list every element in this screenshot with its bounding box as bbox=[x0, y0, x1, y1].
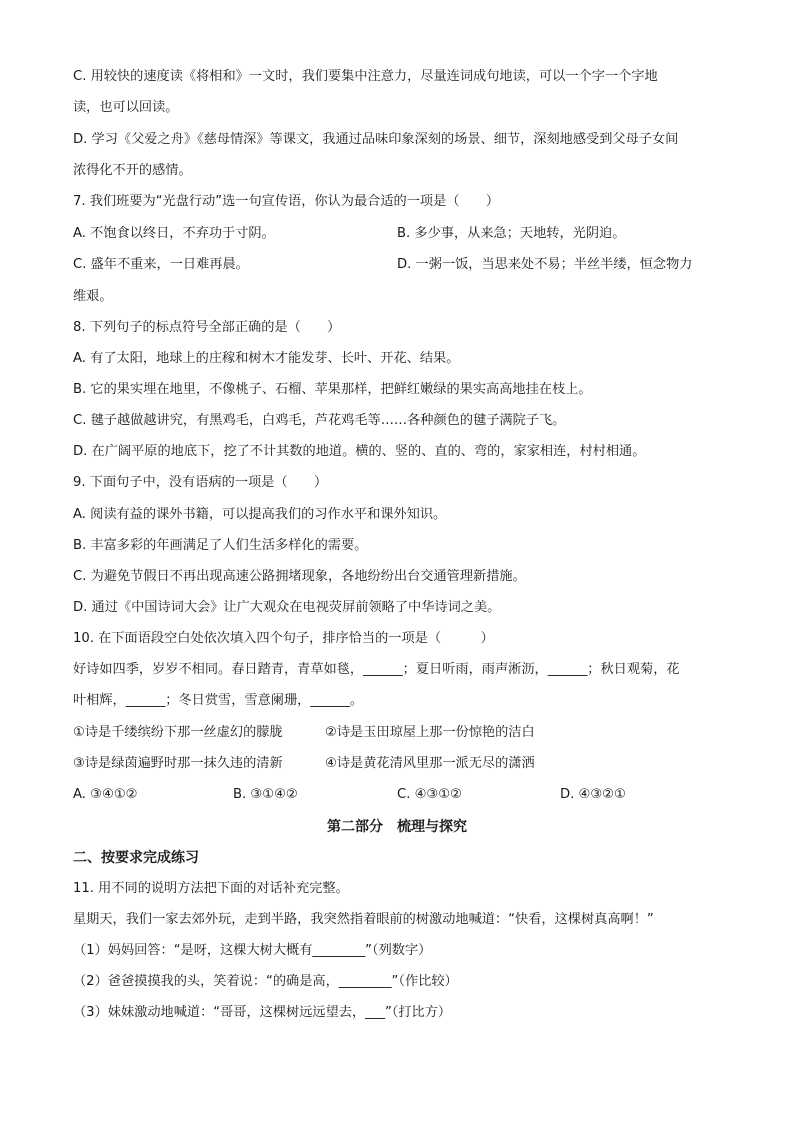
q6-option-d-line1: D. 学习《父爱之舟》《慈母情深》等课文，我通过品味印象深刻的场景、细节，深刻地感受到父母子女间 bbox=[73, 132, 679, 147]
q9-option-a: A. 阅读有益的课外书籍，可以提高我们的习作水平和课外知识。 bbox=[73, 507, 447, 522]
q10-sentence-3: ③诗是绿茵遍野时那一抹久违的清新 bbox=[73, 756, 283, 771]
q10-sentence-1: ①诗是千缕缤纷下那一丝虚幻的朦胧 bbox=[73, 725, 283, 740]
q7-option-d: D. 一粥一饭，当思来处不易；半丝半缕，恒念物力 bbox=[397, 257, 693, 272]
q11-passage: 星期天，我们一家去郊外玩，走到半路，我突然指着眼前的树激动地喊道：“快看，这棵树真高啊！” bbox=[73, 912, 654, 927]
question-10: 10. 在下面语段空白处依次填入四个句子，排序恰当的一项是（ ） bbox=[73, 631, 494, 646]
q10-option-b: B. ③①④② bbox=[233, 787, 298, 802]
q8-option-d: D. 在广阔平原的地底下，挖了不计其数的地道。横的、竖的、直的、弯的，家家相连，村村相通。 bbox=[73, 444, 646, 459]
q8-option-c: C. 毽子越做越讲究，有黑鸡毛，白鸡毛，芦花鸡毛等……各种颜色的毽子满院子飞。 bbox=[73, 413, 566, 428]
q10-option-c: C. ④③①② bbox=[397, 787, 462, 802]
q6-option-c-line1: C. 用较快的速度读《将相和》一文时，我们要集中注意力，尽量连词成句地读，可以一个字一个字地 bbox=[73, 69, 658, 84]
q10-sentence-2: ②诗是玉田琼屋上那一份惊艳的洁白 bbox=[325, 725, 535, 740]
q9-option-c: C. 为避免节假日不再出现高速公路拥堵现象，各地纷纷出台交通管理新措施。 bbox=[73, 569, 526, 584]
q8-option-a: A. 有了太阳，地球上的庄稼和树木才能发芽、长叶、开花、结果。 bbox=[73, 351, 460, 366]
section-two-heading: 二、按要求完成练习 bbox=[73, 850, 199, 866]
q6-option-c-line2: 读，也可以回读。 bbox=[73, 100, 179, 115]
q6-option-d-line2: 浓得化不开的感情。 bbox=[73, 163, 192, 178]
q10-option-d: D. ④③②① bbox=[560, 787, 626, 802]
q10-option-a: A. ③④①② bbox=[73, 787, 138, 802]
q11-sub-2: （2）爸爸摸摸我的头，笑着说：“的确是高，________”（作比较） bbox=[73, 974, 458, 989]
q7-option-b: B. 多少事，从来急；天地转，光阴迫。 bbox=[397, 226, 626, 241]
q10-passage-line1: 好诗如四季，岁岁不相同。春日踏青，青草如毯，______；夏日听雨，雨声淅沥，______；秋日观菊，花 bbox=[73, 662, 680, 677]
question-8: 8. 下列句子的标点符号全部正确的是（ ） bbox=[73, 320, 341, 335]
q7-option-d-cont: 维艰。 bbox=[73, 289, 113, 304]
q11-sub-1: （1）妈妈回答：“是呀，这棵大树大概有________”（列数字） bbox=[73, 943, 432, 958]
question-7: 7. 我们班要为“光盘行动”选一句宣传语，你认为最合适的一项是（ ） bbox=[73, 194, 500, 209]
q7-option-c: C. 盛年不重来，一日难再晨。 bbox=[73, 257, 249, 272]
q10-passage-line2: 叶相辉，______；冬日赏雪，雪意阑珊，______。 bbox=[73, 693, 364, 708]
part-two-title: 第二部分 梳理与探究 bbox=[327, 819, 467, 835]
question-11: 11. 用不同的说明方法把下面的对话补充完整。 bbox=[73, 881, 349, 896]
q9-option-d: D. 通过《中国诗词大会》让广大观众在电视荧屏前领略了中华诗词之美。 bbox=[73, 600, 501, 615]
q7-option-a: A. 不饱食以终日，不弃功于寸阴。 bbox=[73, 226, 275, 241]
q11-sub-3: （3）妹妹激动地喊道：“哥哥，这棵树远远望去，___”（打比方） bbox=[73, 1005, 452, 1020]
question-9: 9. 下面句子中，没有语病的一项是（ ） bbox=[73, 475, 328, 490]
q8-option-b: B. 它的果实埋在地里，不像桃子、石榴、苹果那样，把鲜红嫩绿的果实高高地挂在枝上。 bbox=[73, 382, 592, 397]
q10-sentence-4: ④诗是黄花清风里那一派无尽的潇洒 bbox=[325, 756, 535, 771]
q9-option-b: B. 丰富多彩的年画满足了人们生活多样化的需要。 bbox=[73, 538, 368, 553]
